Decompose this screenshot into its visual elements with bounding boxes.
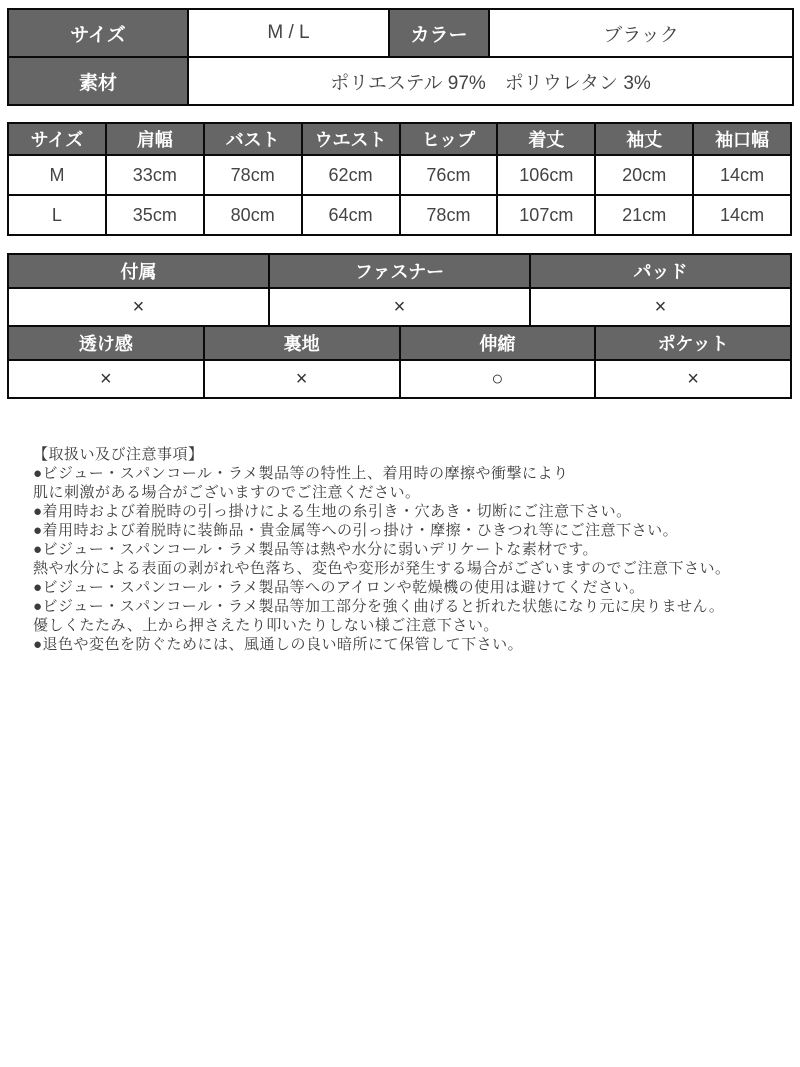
size-chart-table <box>7 122 792 236</box>
note-line: 熱や水分による表面の剥がれや色落ち、変色や変形が発生する場合がございますのでご注意下さい。 <box>33 560 731 577</box>
note-line: ●着用時および着脱時の引っ掛けによる生地の糸引き・穴あき・切断にご注意下さい。 <box>33 503 632 520</box>
spec-b-value: × <box>204 360 400 398</box>
note-line: ●退色や変色を防ぐためには、風通しの良い暗所にて保管して下さい。 <box>33 636 524 653</box>
spec-a-value-row <box>8 288 791 326</box>
info-row-size-color <box>8 9 793 57</box>
spec-b-value: × <box>8 360 204 398</box>
spec-table-b <box>7 325 792 399</box>
note-line: ●着用時および着脱時に装飾品・貴金属等への引っ掛け・摩擦・ひきつれ等にご注意下さい。 <box>33 522 679 539</box>
spec-a-header: 付属 <box>8 254 269 288</box>
spec-b-header: ポケット <box>595 326 791 360</box>
size-chart-cell: L <box>8 195 106 235</box>
spec-a-header: ファスナー <box>269 254 530 288</box>
size-chart-header: 肩幅 <box>106 123 204 155</box>
size-chart-cell: 80cm <box>204 195 302 235</box>
size-value-cell: M / L <box>188 9 389 57</box>
note-line: 優しくたたみ、上から押さえたり叩いたりしない様ご注意下さい。 <box>33 617 499 634</box>
size-chart-cell: 21cm <box>595 195 693 235</box>
size-chart-cell: 78cm <box>204 155 302 195</box>
size-chart-cell: 64cm <box>302 195 400 235</box>
product-info-table <box>7 8 794 106</box>
size-chart-header: 袖丈 <box>595 123 693 155</box>
note-line: ●ビジュー・スパンコール・ラメ製品等は熱や水分に弱いデリケートな素材です。 <box>33 541 599 558</box>
size-chart-header: ヒップ <box>400 123 498 155</box>
note-line: 肌に刺激がある場合がございますのでご注意ください。 <box>33 484 421 501</box>
spec-a-value: × <box>530 288 791 326</box>
spec-b-value: × <box>595 360 791 398</box>
handling-notes-title: 【取扱い及び注意事項】 <box>33 446 204 463</box>
size-chart-row-l <box>8 195 791 235</box>
spec-b-value: ○ <box>400 360 596 398</box>
note-line: ●ビジュー・スパンコール・ラメ製品等加工部分を強く曲げると折れた状態になり元に戻りません。 <box>33 598 725 615</box>
spec-b-header-row <box>8 326 791 360</box>
size-chart-cell: 62cm <box>302 155 400 195</box>
spec-b-header: 伸縮 <box>400 326 596 360</box>
spec-a-value: × <box>269 288 530 326</box>
size-chart-row-m <box>8 155 791 195</box>
size-chart-cell: 35cm <box>106 195 204 235</box>
size-chart-cell: 14cm <box>693 195 791 235</box>
size-label-cell: サイズ <box>8 9 188 57</box>
size-chart-cell: M <box>8 155 106 195</box>
spec-a-header-row <box>8 254 791 288</box>
size-chart-header: バスト <box>204 123 302 155</box>
size-chart-header: サイズ <box>8 123 106 155</box>
note-line: ●ビジュー・スパンコール・ラメ製品等へのアイロンや乾燥機の使用は避けてください。 <box>33 579 645 596</box>
spec-a-header: パッド <box>530 254 791 288</box>
info-row-material <box>8 57 793 105</box>
spec-b-header: 透け感 <box>8 326 204 360</box>
size-chart-cell: 106cm <box>497 155 595 195</box>
size-chart-cell: 20cm <box>595 155 693 195</box>
size-chart-cell: 76cm <box>400 155 498 195</box>
size-chart-cell: 33cm <box>106 155 204 195</box>
size-chart-cell: 14cm <box>693 155 791 195</box>
material-label-cell: 素材 <box>8 57 188 105</box>
spec-a-value: × <box>8 288 269 326</box>
size-chart-cell: 107cm <box>497 195 595 235</box>
size-chart-header-row <box>8 123 791 155</box>
spec-table-a <box>7 253 792 327</box>
spec-b-header: 裏地 <box>204 326 400 360</box>
material-value-cell: ポリエステル 97% ポリウレタン 3% <box>188 57 793 105</box>
size-chart-cell: 78cm <box>400 195 498 235</box>
note-line: ●ビジュー・スパンコール・ラメ製品等の特性上、着用時の摩擦や衝撃により <box>33 465 569 482</box>
color-label-cell: カラー <box>389 9 489 57</box>
size-chart-header: 着丈 <box>497 123 595 155</box>
size-chart-header: 袖口幅 <box>693 123 791 155</box>
handling-notes <box>33 445 792 654</box>
spec-b-value-row <box>8 360 791 398</box>
size-chart-header: ウエスト <box>302 123 400 155</box>
color-value-cell: ブラック <box>489 9 793 57</box>
